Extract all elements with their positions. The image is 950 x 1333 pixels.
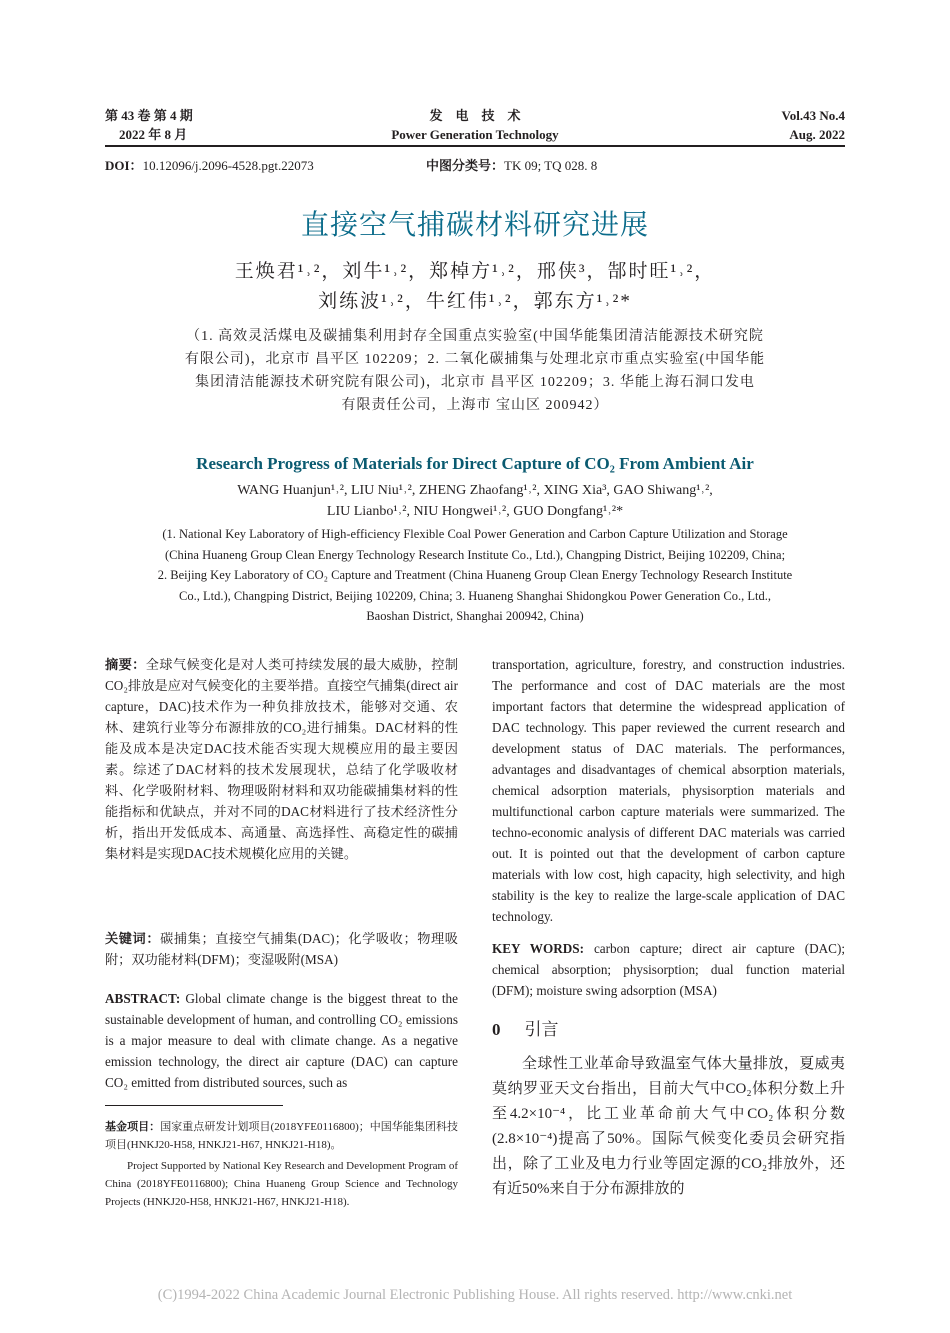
doi-value: 10.12096/j.2096-4528.pgt.22073	[142, 158, 314, 173]
abstract-cn-label: 摘要：	[105, 657, 146, 672]
intro-paragraph: 全球性工业革命导致温室气体大量排放，夏威夷莫纳罗亚天文台指出，目前大气中CO₂体积分数上升至4.2×10⁻⁴，比工业革命前大气中CO₂体积分数(2.8×10⁻⁴)提高了50%。国际气候变化委员会研究指出，除了工业及电力行业等固定源的CO₂排放外，还有近50%来自于分布源排放的	[492, 1056, 845, 1197]
footnote-en: Project Supported by National Key Research and Development Program of China (2018YFE0116800); China Huaneng Group Science and Technology Projects (HNKJ20-H58, HNKJ21-H67, HNKJ21-H18).	[105, 1160, 458, 1208]
keywords-en-label: KEY WORDS:	[492, 941, 585, 956]
clc-line	[426, 155, 597, 174]
header-rule	[105, 145, 845, 147]
affil-cn-line: 集团清洁能源技术研究院有限公司)，北京市 昌平区 102209；3. 华能上海石洞口发电	[195, 375, 755, 390]
section-title: 引言	[524, 1020, 559, 1039]
journal-name-cn: 发 电 技 术	[429, 108, 521, 123]
title-cn: 直接空气捕碳材料研究进展	[300, 208, 649, 241]
copyright-notice: (C)1994-2022 China Academic Journal Electronic Publishing House. All rights reserved. http://www.cnki.net	[157, 1287, 793, 1303]
doi-label: DOI：	[105, 158, 143, 173]
clc-label: 中图分类号：	[426, 158, 505, 173]
volume-issue-en: Vol.43 No.4	[781, 108, 845, 123]
keywords-cn-label: 关键词：	[105, 931, 161, 946]
abstract-en-text-left: Global climate change is the biggest threat to the sustainable development of human, and controlling CO₂ emissions is a major measure to deal with climate change. As a negative emission technology, the direct air capture (DAC) can capture CO₂ emitted from distributed sources, such as	[105, 991, 459, 1090]
authors-cn-line2: 刘练波¹˒²，牛红伟¹˒²，郭东方¹˒²*	[318, 291, 632, 312]
authors-en-line2: LIU Lianbo¹˒², NIU Hongwei¹˒², GUO Dongfang¹˒²*	[326, 504, 624, 519]
authors-en-line1: WANG Huanjun¹˒², LIU Niu¹˒², ZHENG Zhaofang¹˒², XING Xia³, GAO Shiwang¹˒²,	[237, 483, 713, 498]
section-number: 0	[492, 1020, 501, 1039]
abstract-en-part2: transportation, agriculture, forestry, and construction industries. The performance and cost of DAC materials are the most important factors that determine the widespread application of DAC technology. This paper reviewed the current research and development status of DAC materials. The performances, advantages and disadvantages of chemical absorption materials, chemical adsorption materials, physisorption materials and multifunctional carbon capture materials were summarized. The techno-economic analysis of different DAC materials was carried out. It is pointed out that the development of carbon capture materials with low cost, high capacity, high selectivity, and high stability is the key to realize the large-scale application of DAC technology.	[492, 657, 845, 924]
abstract-en-label: ABSTRACT:	[105, 991, 181, 1006]
keywords-en-text: carbon capture; direct air capture (DAC); chemical absorption; physisorption; dual function material (DFM); moisture swing adsorption (MSA)	[492, 941, 845, 998]
affil-en-line: (China Huaneng Group Clean Energy Technology Research Institute Co., Ltd.), Changping District, Beijing 102209, China;	[164, 547, 786, 562]
authors-cn-line1: 王焕君¹˒²，刘牛¹˒²，郑棹方¹˒²，邢侠³，郜时旺¹˒²，	[234, 261, 716, 282]
abstract-en-part1	[105, 988, 458, 1093]
affil-cn-line: 有限公司)，北京市 昌平区 102209；2. 二氧化碳捕集与处理北京市重点实验室(中国华能	[184, 352, 766, 367]
keywords-en	[492, 938, 845, 1001]
header-center	[300, 106, 650, 144]
affil-en-line: Co., Ltd.), Changping District, Beijing 102209, China; 3. Huaneng Shanghai Shidongkou Power Generation Co., Ltd.,	[179, 588, 771, 603]
abstract-cn	[105, 654, 458, 864]
footnote	[105, 1118, 458, 1211]
footnote-cn: 国家重点研发计划项目(2018YFE0116800)；中国华能集团科技项目(HNKJ20-H58, HNKJ21-H67, HNKJ21-H18)。	[105, 1121, 459, 1151]
section-heading	[492, 1015, 559, 1040]
keywords-cn	[105, 928, 458, 970]
affil-en-line: Baoshan District, Shanghai 200942, China)	[366, 609, 584, 623]
abstract-cn-text: 全球气候变化是对人类可持续发展的最大威胁，控制CO₂排放是应对气候变化的主要举措。直接空气捕集(direct air capture，DAC)技术作为一种负排放技术，能够对交通、农林、建筑行业等分布源排放的CO₂进行捕集。DAC材料的性能及成本是决定DAC技术能否实现大规模应用的最主要因素。综述了DAC材料的技术发展现状，总结了化学吸收材料、化学吸附材料、物理吸附材料和双功能碳捕集材料的性能指标和优缺点，并对不同的DAC材料进行了技术经济性分析，指出开发低成本、高通量、高选择性、高稳定性的碳捕集材料是实现DAC技术规模化应用的关键。	[105, 657, 459, 861]
clc-value: TK 09; TQ 028. 8	[504, 158, 598, 173]
journal-name-en: Power Generation Technology	[391, 127, 559, 142]
affiliations-en	[100, 524, 850, 627]
section-body	[492, 1052, 845, 1202]
title-en: Research Progress of Materials for Direct Capture of CO₂ From Ambient Air	[196, 454, 754, 473]
affil-en-line: 2. Beijing Key Laboratory of CO₂ Capture and Treatment (China Huaneng Group Clean Energy Technology Research Institute	[157, 568, 793, 582]
keywords-cn-text: 碳捕集；直接空气捕集(DAC)；化学吸收；物理吸附；双功能材料(DFM)；变湿吸附(MSA)	[105, 931, 458, 967]
doi-line	[105, 155, 314, 174]
header-right	[645, 106, 845, 144]
footnote-rule	[105, 1105, 283, 1106]
header-left	[105, 106, 193, 144]
affil-en-line: (1. National Key Laboratory of High-efficiency Flexible Coal Power Generation and Carbon Capture Utilization and Storage	[162, 527, 788, 541]
volume-issue-cn: 第 43 卷 第 4 期	[105, 108, 193, 123]
date-en: Aug. 2022	[789, 127, 845, 142]
footnote-label: 基金项目：	[105, 1121, 161, 1133]
affil-cn-line: （1. 高效灵活煤电及碳捕集利用封存全国重点实验室(中国华能集团清洁能源技术研究院	[186, 329, 764, 344]
date-cn: 2022 年 8 月	[119, 127, 188, 142]
affil-cn-line: 有限责任公司，上海市 宝山区 200942）	[341, 398, 609, 413]
affiliations-cn	[120, 325, 830, 417]
